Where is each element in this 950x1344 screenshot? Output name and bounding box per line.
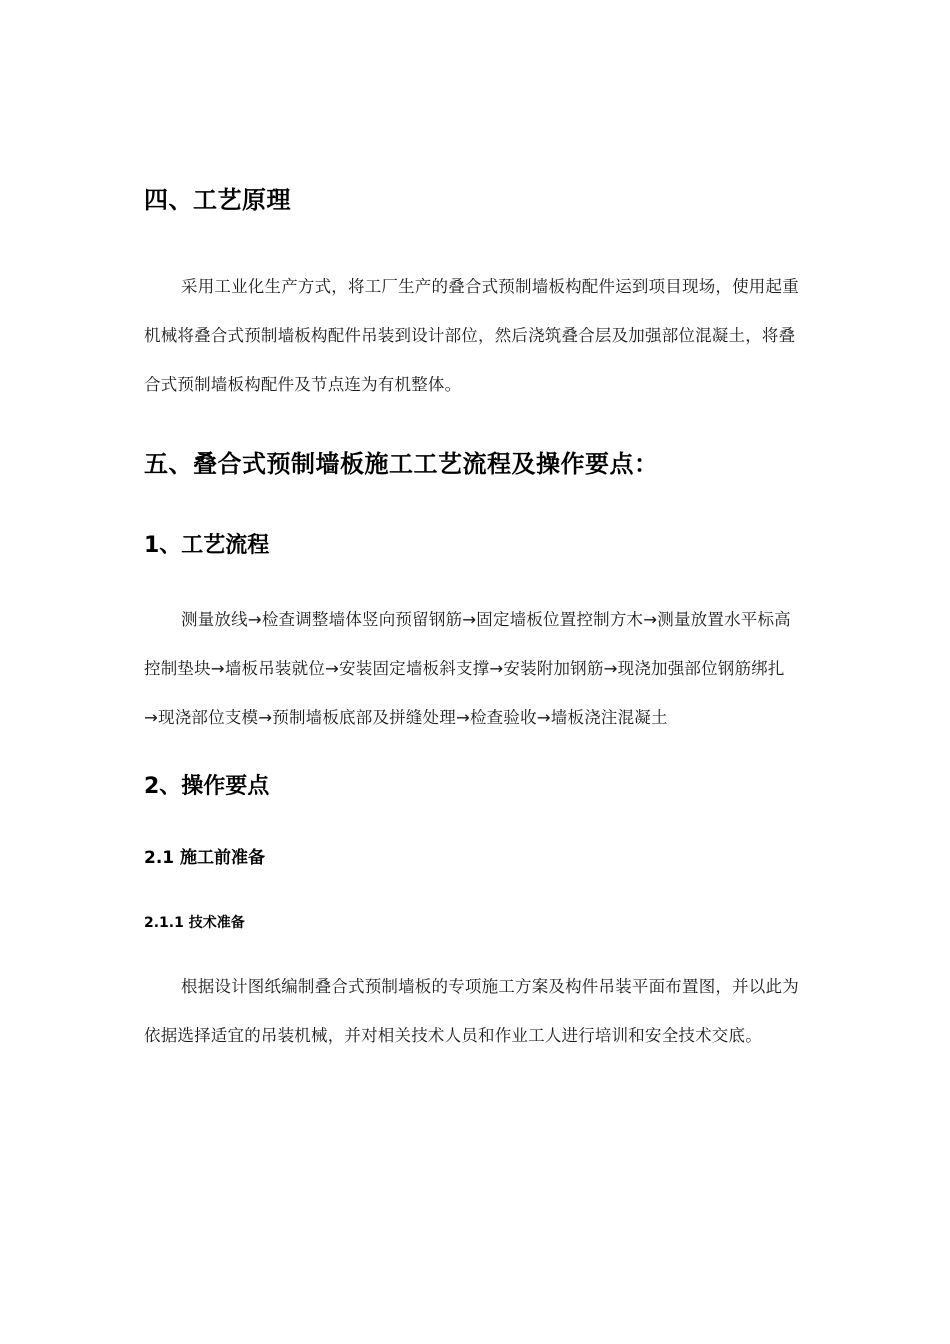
- section-5-2-title: 2、操作要点: [144, 774, 270, 799]
- process-flow-paragraph: [144, 595, 808, 742]
- paragraph-line: 测量放线→检查调整墙体竖向预留钢筋→固定墙板位置控制方木→测量放置水平标高: [181, 610, 791, 629]
- section-5-1-title: 1、工艺流程: [144, 533, 270, 558]
- paragraph-line: 合式预制墙板构配件及节点连为有机整体。: [144, 375, 462, 394]
- section-2-1-title: 2.1 施工前准备: [144, 848, 266, 868]
- section-2-1-1-title: 2.1.1 技术准备: [144, 915, 245, 931]
- paragraph-line: 机械将叠合式预制墙板构配件吊装到设计部位，然后浇筑叠合层及加强部位混凝土，将叠: [144, 326, 796, 345]
- paragraph-line: 采用工业化生产方式，将工厂生产的叠合式预制墙板构配件运到项目现场，使用起重: [181, 277, 799, 296]
- paragraph-line: 依据选择适宜的吊装机械，并对相关技术人员和作业工人进行培训和安全技术交底。: [144, 1026, 762, 1045]
- section-5-title: 五、叠合式预制墙板施工工艺流程及操作要点：: [144, 450, 659, 478]
- section-4-title: 四、工艺原理: [144, 186, 291, 214]
- paragraph-line: 控制垫块→墙板吊装就位→安装固定墙板斜支撑→安装附加钢筋→现浇加强部位钢筋绑扎: [144, 659, 785, 678]
- paragraph-line: →现浇部位支模→预制墙板底部及拼缝处理→检查验收→墙板浇注混凝土: [144, 708, 668, 727]
- technical-preparation-paragraph: [144, 962, 808, 1060]
- paragraph-line: 根据设计图纸编制叠合式预制墙板的专项施工方案及构件吊装平面布置图，并以此为: [181, 977, 799, 996]
- section-4-paragraph: [144, 262, 808, 409]
